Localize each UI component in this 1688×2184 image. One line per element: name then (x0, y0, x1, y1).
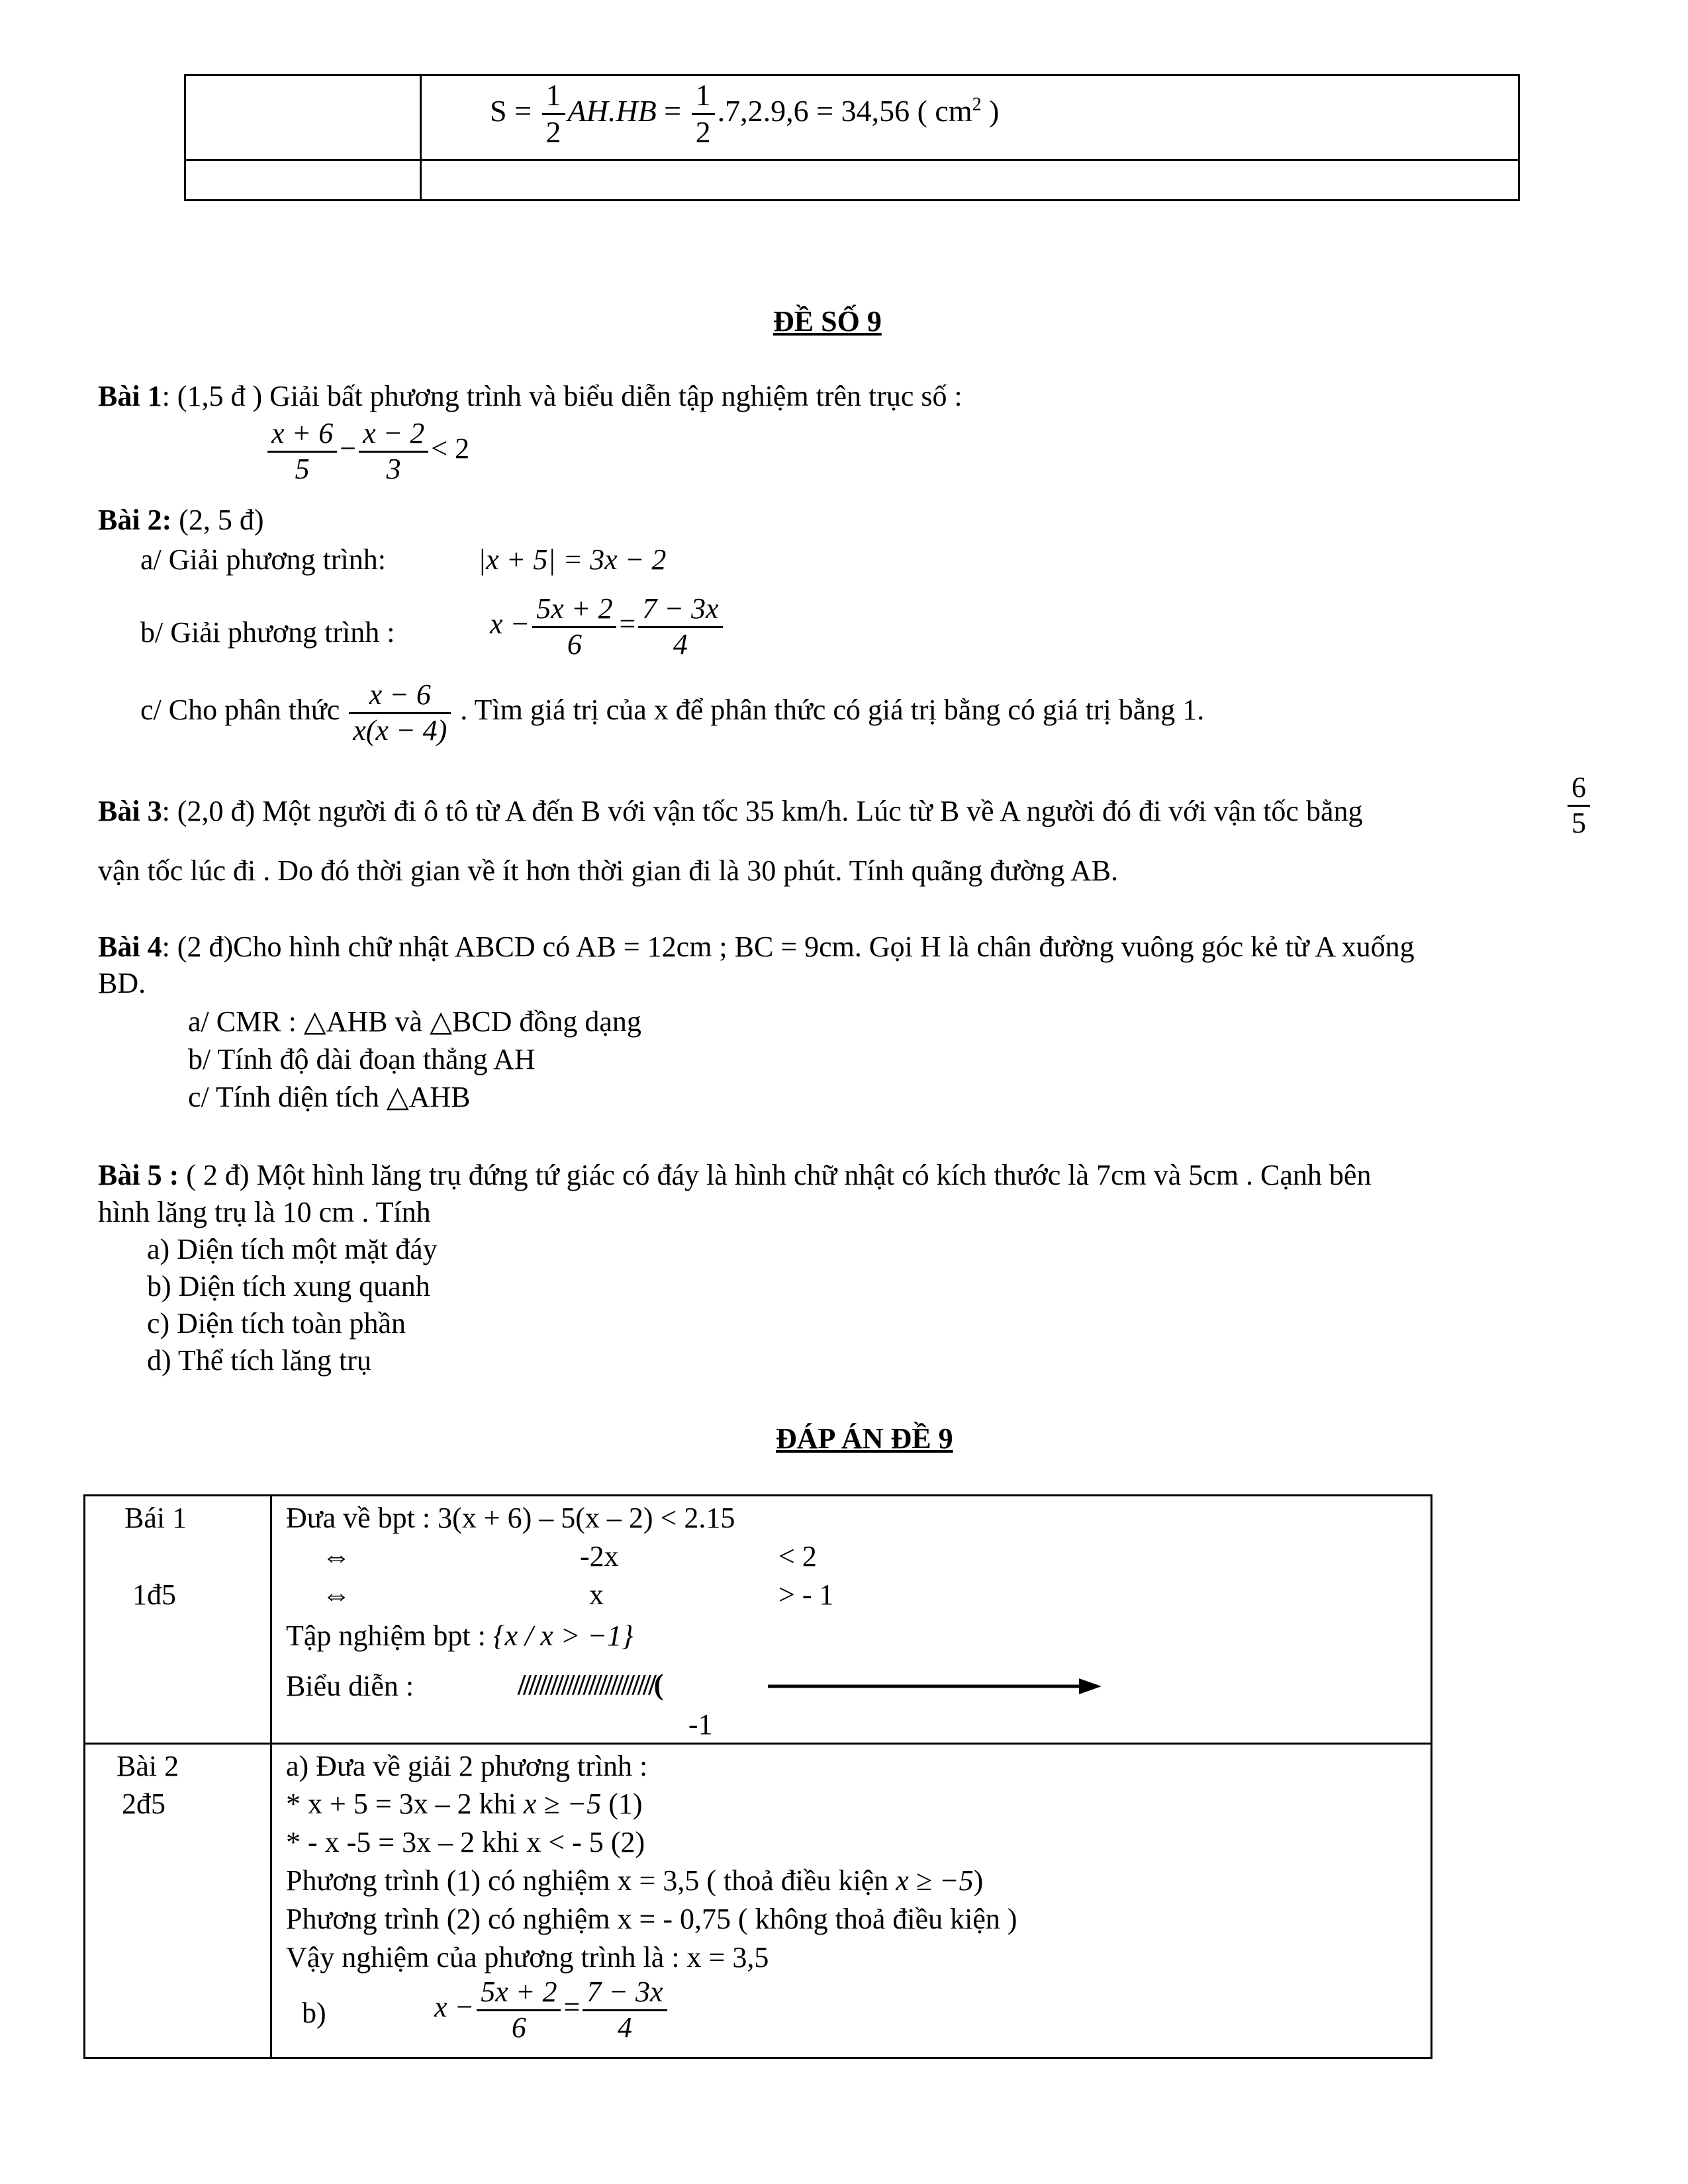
bai2-b-equation: x − $\frac{5x + 2}{6}$ = $\frac{7 - 3x}{4}$ (490, 592, 726, 661)
bai2-b: b/ Giải phương trình : (140, 616, 395, 649)
answer-r1-label: Bái 1 (124, 1502, 187, 1534)
equivalence-arrow-icon: ⇔ (322, 1540, 351, 1572)
bai2-c: c/ Cho phân thức $\frac{x - 6}{x(x - 4)}$ . Tìm giá trị của x để phân thức có giá trị bằng có giá trị bằng 1. (140, 678, 1205, 747)
answer-r1-solution-set: Tập nghiệm bpt : {x / x > −1} (286, 1619, 633, 1652)
bai5-c: c) Diện tích toàn phần (147, 1307, 406, 1340)
number-line-tick-label: -1 (688, 1708, 713, 1741)
exam-title: ĐỀ SỐ 9 (773, 305, 882, 338)
answer-r2-line2: * x + 5 = 3x – 2 khi x ≥ −5 (1) (286, 1788, 643, 1820)
bai3-line1: Bài 3: (2,0 đ) Một người đi ô tô từ A đến B với vận tốc 35 km/h. Lúc từ B về A người đó đi với vận tốc bằng (98, 795, 1363, 827)
number-line-arrow (768, 1673, 1105, 1700)
answer-r2-line1: a) Đưa về giải 2 phương trình : (286, 1750, 648, 1782)
answer-table-col-divider (270, 1494, 272, 2057)
answer-r2-b-equation: x − $\frac{5x + 2}{6}$ = $\frac{7 - 3x}{4}$ (434, 1976, 670, 2044)
bai4-b: b/ Tính độ dài đoạn thẳng AH (188, 1043, 536, 1075)
answer-r2-points: 2đ5 (122, 1788, 165, 1820)
answer-r2-line3: * - x -5 = 3x – 2 khi x < - 5 (2) (286, 1826, 645, 1858)
bai4-c: c/ Tính diện tích △AHB (188, 1081, 471, 1113)
answer-r2-line6: Vậy nghiệm của phương trình là : x = 3,5 (286, 1941, 769, 1974)
bai4-line1: Bài 4: (2 đ)Cho hình chữ nhật ABCD có AB = 12cm ; BC = 9cm. Gọi H là chân đường vuông góc kẻ từ A xuống (98, 931, 1415, 963)
area-formula: S = $\frac{1}{2}$ AH.HB = $\frac{1}{2}$ .7,2.9,6 = 34,56 ( $cm^2$ ) (490, 78, 1000, 149)
bai5-line1: Bài 5 : ( 2 đ) Một hình lăng trụ đứng tứ giác có đáy là hình chữ nhật có kích thước là 7cm và 5cm . Cạnh bên (98, 1159, 1372, 1191)
bai2-heading: Bài 2: (2, 5 đ) (98, 504, 264, 536)
number-line-hatch: /////////////////////////( (518, 1668, 661, 1701)
bai5-line2: hình lăng trụ là 10 cm . Tính (98, 1196, 431, 1228)
answer-r2-b-label: b) (302, 1997, 326, 2029)
top-table-row-divider (184, 159, 1518, 161)
answer-r2-label: Bài 2 (117, 1750, 179, 1782)
bai5-a: a) Diện tích một mặt đáy (147, 1233, 438, 1265)
answer-title: ĐÁP ÁN ĐỀ 9 (776, 1422, 953, 1455)
equivalence-arrow-icon: ⇔ (322, 1578, 351, 1611)
bai3-line2: vận tốc lúc đi . Do đó thời gian về ít hơn thời gian đi là 30 phút. Tính quãng đường AB. (98, 854, 1119, 887)
answer-r2-line4: Phương trình (1) có nghiệm x = 3,5 ( thoả điều kiện x ≥ −5) (286, 1864, 984, 1897)
bai4-line2: BD. (98, 967, 146, 999)
answer-r1-line3-rhs: > - 1 (778, 1578, 834, 1611)
answer-r1-line2-rhs: < 2 (778, 1540, 817, 1572)
answer-table-row-divider (83, 1743, 1430, 1745)
bai3-fraction: $\frac{6}{5}$ (1565, 771, 1593, 840)
bai5-d: d) Thể tích lăng trụ (147, 1344, 371, 1377)
answer-r1-points: 1đ5 (132, 1578, 176, 1611)
bai4-a: a/ CMR : △AHB và △BCD đồng dạng (188, 1005, 641, 1038)
answer-r1-line1: Đưa về bpt : 3(x + 6) – 5(x – 2) < 2.15 (286, 1502, 735, 1534)
answer-r1-line2-mid: -2x (580, 1540, 619, 1572)
bai2-a-equation: |x + 5| = 3x − 2 (478, 543, 667, 576)
bai5-b: b) Diện tích xung quanh (147, 1270, 430, 1302)
answer-r1-number-line-label: Biểu diễn : (286, 1670, 414, 1702)
answer-r1-line3-mid: x (589, 1578, 604, 1611)
top-table-col-divider (420, 74, 422, 199)
bai1-inequality: $\frac{x + 6}{5}$ − $\frac{x - 2}{3}$ < 2 (265, 417, 469, 486)
bai2-a: a/ Giải phương trình: (140, 543, 386, 576)
answer-r2-line5: Phương trình (2) có nghiệm x = - 0,75 ( không thoả điều kiện ) (286, 1903, 1017, 1935)
bai1-heading: Bài 1: (1,5 đ ) Giải bất phương trình và biểu diễn tập nghiệm trên trục số : (98, 380, 962, 412)
